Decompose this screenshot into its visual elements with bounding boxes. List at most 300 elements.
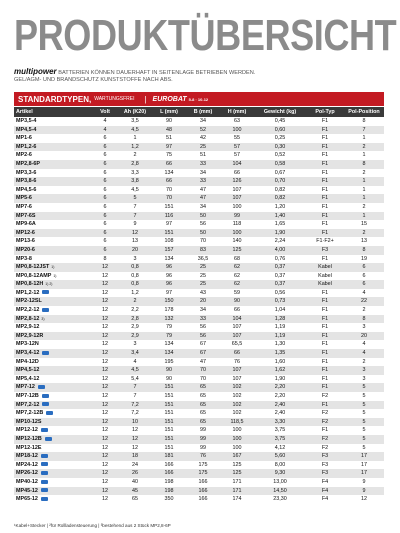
badge-icon: [41, 480, 48, 484]
table-row: [14, 220, 384, 229]
cell-pp: 3: [362, 324, 366, 331]
cell-b: 99: [200, 427, 206, 434]
cell-b: 56: [200, 324, 206, 331]
cell-w: 0,52: [274, 152, 286, 159]
cell-pt: F1: [306, 366, 344, 375]
cell-a: [14, 461, 92, 470]
cell-pp: 22: [344, 297, 384, 306]
cell-b: 20: [186, 297, 220, 306]
badge-icon: [38, 385, 45, 389]
cell-ah: 1,2: [118, 143, 152, 152]
cell-b: 50: [186, 212, 220, 221]
table-row: [14, 280, 384, 289]
cell-h: 68: [234, 255, 240, 262]
cell-h: 107: [220, 366, 254, 375]
cell-pt: F1: [306, 383, 344, 392]
cell-l: 79: [166, 324, 172, 331]
cell-pt: F3: [306, 469, 344, 478]
cell-w: 0,25: [274, 135, 286, 142]
cell-v: 6: [92, 246, 118, 255]
cell-h: 118: [232, 221, 242, 228]
article-name: MP2,8-6P: [16, 160, 40, 167]
table-row: [14, 340, 384, 349]
eurobat-logo: [153, 96, 209, 103]
cell-a: [14, 220, 92, 229]
cell-ah: 4,5: [118, 366, 152, 375]
cell-ah: 9: [133, 221, 137, 228]
cell-v: 12: [92, 349, 118, 358]
table-row: [14, 117, 384, 126]
cell-ah: 12: [118, 435, 152, 444]
cell-l: 151: [164, 427, 174, 434]
cell-b: 42: [200, 135, 206, 142]
cell-a: [14, 358, 92, 367]
cell-pp: 2: [362, 169, 366, 176]
cell-w: 0,37: [274, 272, 286, 279]
cell-v: 12: [102, 496, 108, 503]
cell-v: 12: [102, 358, 108, 365]
cell-pp: 5: [344, 401, 384, 410]
cell-pp: 7: [344, 126, 384, 135]
cell-v: 8: [103, 255, 107, 262]
cell-w: 8,00: [274, 461, 286, 468]
cell-l: 198: [152, 487, 186, 496]
cell-v: 6: [103, 238, 107, 245]
cell-l: 195: [164, 358, 174, 365]
cell-a: [14, 435, 92, 444]
cell-b: 33: [186, 160, 220, 169]
col-header-ah: Ah (K20): [118, 107, 152, 117]
cell-a: [14, 280, 92, 289]
cell-a: [14, 323, 92, 332]
cell-b: 166: [186, 487, 220, 496]
cell-ah: 7: [118, 212, 152, 221]
article-name: MP7-6: [16, 203, 32, 210]
article-name: MP45-12: [16, 487, 38, 494]
cell-l: 48: [152, 126, 186, 135]
cell-b: 33: [186, 315, 220, 324]
table-row: [14, 289, 384, 298]
cell-ah: 20: [118, 246, 152, 255]
cell-v: 4: [92, 126, 118, 135]
cell-pp: 19: [361, 255, 367, 262]
cell-w: 0,45: [274, 118, 286, 124]
cell-b: 34: [200, 118, 206, 124]
cell-w: 1,62: [254, 366, 306, 375]
article-name: MP5,4-12: [16, 375, 40, 382]
cell-a: [14, 366, 92, 375]
cell-h: 100: [232, 427, 242, 434]
cell-a: [14, 203, 92, 212]
cell-ah: 3,5: [131, 118, 139, 124]
cell-w: 2,24: [274, 238, 286, 245]
article-name: MP20-6: [16, 246, 35, 253]
cell-b: 52: [186, 126, 220, 135]
article-name: MP24-12: [16, 461, 38, 468]
section-sublabel: WARTUNGSFREI: [94, 96, 135, 102]
article-name: MP4,5-4: [16, 126, 37, 133]
cell-b: 25: [186, 143, 220, 152]
cell-pt: F1: [306, 349, 344, 358]
cell-pt: F1: [306, 212, 344, 221]
cell-h: 100: [220, 126, 254, 135]
cell-h: 102: [220, 401, 254, 410]
cell-ah: 7: [118, 383, 152, 392]
cell-w: 1,20: [274, 203, 286, 210]
cell-pp: 17: [361, 461, 367, 468]
cell-w: 0,82: [254, 194, 306, 203]
cell-l: 166: [152, 469, 186, 478]
cell-h: 118,5: [220, 418, 254, 427]
cell-pp: 1: [362, 135, 366, 142]
intro-text: [14, 68, 255, 84]
cell-w: 14,50: [254, 487, 306, 496]
cell-pt: F1: [306, 126, 344, 135]
badge-icon: [41, 454, 48, 458]
table-row: [14, 418, 384, 427]
cell-b: 166: [198, 496, 208, 503]
cell-ah: 2,9: [118, 332, 152, 341]
cell-pp: 4: [344, 349, 384, 358]
cell-l: 151: [152, 229, 186, 238]
cell-l: 96: [152, 263, 186, 272]
cell-b: 83: [186, 246, 220, 255]
table-row: [14, 126, 384, 135]
cell-pp: 1: [362, 186, 366, 193]
cell-h: 102: [232, 393, 242, 399]
cell-a: [14, 401, 92, 410]
footnote-marker: 1): [53, 273, 57, 278]
cell-h: 174: [232, 496, 242, 503]
cell-v: 12: [102, 410, 108, 417]
cell-a: [14, 134, 92, 143]
cell-h: 57: [220, 143, 254, 152]
cell-h: 107: [220, 194, 254, 203]
cell-b: 34: [200, 203, 206, 210]
cell-w: 0,73: [254, 297, 306, 306]
cell-h: 171: [220, 487, 254, 496]
cell-a: [14, 383, 92, 392]
cell-a: [14, 332, 92, 341]
eurobat-logo-small: 5-8 · 10-12: [188, 96, 209, 102]
cell-a: [14, 289, 92, 298]
cell-v: 6: [92, 194, 118, 203]
article-name: MP2,2-12: [16, 307, 40, 314]
cell-b: 47: [186, 194, 220, 203]
cell-pp: 2: [362, 358, 366, 365]
cell-v: 6: [92, 143, 118, 152]
cell-v: 12: [102, 341, 108, 348]
cell-v: 12: [92, 452, 118, 461]
table-row: [14, 160, 384, 169]
cell-v: 6: [92, 177, 118, 186]
table-row: [14, 495, 384, 504]
article-name: MP4,5-12: [16, 367, 40, 374]
cell-l: 79: [152, 332, 186, 341]
footnote-marker: 1) 2): [45, 282, 53, 287]
cell-h: 100: [220, 435, 254, 444]
cell-pt: F1: [306, 332, 344, 341]
article-name: MP13-6: [16, 238, 35, 245]
badge-icon: [41, 497, 48, 501]
cell-l: 134: [152, 349, 186, 358]
cell-v: 12: [92, 469, 118, 478]
cell-ah: 0,8: [118, 263, 152, 272]
cell-w: 23,30: [273, 496, 287, 503]
cell-w: 0,37: [254, 280, 306, 289]
cell-w: 2,40: [274, 410, 286, 417]
cell-ah: 4: [133, 358, 137, 365]
cell-h: 66: [220, 349, 254, 358]
cell-b: 34: [200, 307, 206, 314]
cell-l: 90: [166, 118, 172, 124]
cell-h: 100: [232, 444, 242, 451]
cell-ah: 5: [118, 194, 152, 203]
cell-w: 13,00: [273, 478, 287, 485]
cell-w: 1,90: [274, 375, 286, 382]
badge-icon: [42, 308, 49, 312]
article-name: MP12-12E: [16, 444, 42, 451]
cell-l: 96: [166, 272, 172, 279]
cell-pp: 1: [344, 194, 384, 203]
cell-l: 134: [164, 255, 174, 262]
cell-w: 0,30: [254, 143, 306, 152]
table-row: [14, 375, 384, 384]
cell-a: [14, 272, 92, 281]
cell-v: 12: [92, 383, 118, 392]
cell-ah: 3: [133, 255, 137, 262]
article-name: MP12-6: [16, 229, 35, 236]
cell-l: 97: [166, 221, 172, 228]
cell-b: 70: [200, 375, 206, 382]
cell-pp: 4: [362, 289, 366, 296]
article-name: MP1-6: [16, 135, 32, 142]
cell-v: 6: [92, 229, 118, 238]
cell-v: 6: [92, 160, 118, 169]
cell-v: 12: [102, 272, 108, 279]
article-name: MP1,2-12: [16, 289, 40, 296]
cell-h: 62: [234, 272, 240, 279]
cell-b: 166: [198, 478, 208, 485]
article-name: MP65-12: [16, 496, 38, 503]
cell-a: [14, 487, 92, 496]
table-row: [14, 194, 384, 203]
cell-l: 151: [152, 383, 186, 392]
badge-icon: [42, 290, 49, 294]
cell-a: [14, 126, 92, 135]
cell-pp: 2: [344, 143, 384, 152]
cell-w: 0,37: [254, 263, 306, 272]
cell-pp: 8: [344, 160, 384, 169]
cell-l: 151: [164, 410, 174, 417]
cell-pp: 1: [344, 177, 384, 186]
cell-l: 70: [166, 186, 172, 193]
article-name: MP0,8-12AMP: [16, 272, 52, 279]
brand-name: multipower: [14, 67, 57, 76]
cell-b: 65: [200, 393, 206, 399]
article-name: MP7-12: [16, 384, 35, 391]
article-name: MP3,3-6: [16, 169, 37, 176]
cell-w: 1,04: [274, 307, 286, 314]
cell-b: 51: [200, 152, 206, 159]
cell-pp: 6: [362, 272, 366, 279]
cell-w: 1,19: [274, 324, 286, 331]
cell-h: 100: [220, 229, 254, 238]
article-name: MP4,5-6: [16, 186, 37, 193]
table-row: [14, 332, 384, 341]
cell-h: 107: [232, 375, 242, 382]
cell-w: 5,60: [254, 452, 306, 461]
table-row: [14, 409, 384, 418]
badge-icon: [42, 394, 49, 398]
cell-pp: 3: [344, 366, 384, 375]
cell-pt: F3: [321, 461, 329, 468]
cell-v: 12: [92, 418, 118, 427]
cell-ah: 45: [118, 487, 152, 496]
cell-v: 12: [92, 332, 118, 341]
cell-pt: Kabel: [318, 272, 332, 279]
cell-pt: F1: [306, 143, 344, 152]
cell-ah: 12: [132, 444, 138, 451]
cell-h: 102: [232, 410, 242, 417]
cell-v: 12: [92, 280, 118, 289]
cell-h: 104: [220, 315, 254, 324]
table-header-row: [14, 107, 384, 117]
cell-b: 43: [200, 289, 206, 296]
cell-h: 99: [220, 212, 254, 221]
footnote-marker: 3): [41, 316, 45, 321]
cell-v: 6: [92, 212, 118, 221]
cell-b: 25: [186, 263, 220, 272]
cell-pt: F1: [321, 169, 329, 176]
cell-pp: 6: [344, 263, 384, 272]
cell-pp: 5: [362, 393, 366, 399]
cell-pp: 2: [362, 203, 366, 210]
cell-ah: 40: [132, 478, 138, 485]
cell-pp: 13: [361, 238, 367, 245]
cell-w: 1,60: [274, 358, 286, 365]
cell-a: [14, 426, 92, 435]
cell-l: 66: [152, 160, 186, 169]
cell-ah: 18: [118, 452, 152, 461]
cell-v: 6: [103, 135, 107, 142]
cell-a: [14, 212, 92, 221]
cell-v: 6: [103, 152, 107, 159]
cell-pp: 1: [362, 152, 366, 159]
cell-v: 6: [103, 186, 107, 193]
cell-ah: 2: [118, 297, 152, 306]
cell-l: 151: [152, 435, 186, 444]
cell-a: [14, 177, 92, 186]
article-name: MP0,8-12H: [16, 281, 44, 288]
table-row: [14, 237, 384, 246]
table-row: [14, 186, 384, 195]
cell-l: 75: [166, 152, 172, 159]
cell-w: 0,67: [274, 169, 286, 176]
cell-b: 50: [186, 229, 220, 238]
cell-pp: 5: [344, 418, 384, 427]
cell-w: 4,12: [274, 444, 286, 451]
cell-ah: 4,5: [118, 126, 152, 135]
cell-v: 12: [92, 487, 118, 496]
cell-pt: F4: [321, 478, 329, 485]
cell-ah: 0,8: [118, 280, 152, 289]
cell-b: 65: [186, 418, 220, 427]
cell-w: 0,76: [274, 255, 286, 262]
cell-b: 47: [200, 186, 206, 193]
cell-pp: 4: [362, 341, 366, 348]
cell-v: 12: [92, 435, 118, 444]
cell-w: 0,82: [274, 186, 286, 193]
cell-w: 1,90: [254, 229, 306, 238]
table-row: [14, 383, 384, 392]
badge-icon: [42, 351, 49, 355]
col-header-length: L (mm): [152, 107, 186, 117]
cell-pt: F1: [321, 358, 329, 365]
cell-v: 12: [102, 393, 108, 399]
cell-pp: 3: [362, 375, 366, 382]
cell-a: [14, 229, 92, 238]
cell-w: 2,40: [254, 401, 306, 410]
cell-a: [14, 186, 92, 195]
cell-pt: F3: [306, 452, 344, 461]
cell-pt: F1·F2+: [316, 238, 334, 245]
badge-icon: [46, 411, 53, 415]
cell-pt: F1: [321, 186, 329, 193]
cell-pt: F2: [306, 418, 344, 427]
footnote: ¹Kabel+Stecker | ²für Rollladensteuerung | ³bestehend aus 2 Stück MP2,8-6P: [14, 523, 171, 528]
cell-ah: 65: [132, 496, 138, 503]
cell-pt: F1: [321, 375, 329, 382]
cell-h: 107: [220, 332, 254, 341]
cell-b: 65: [186, 401, 220, 410]
cell-pt: F1: [306, 401, 344, 410]
cell-ah: 1: [133, 135, 137, 142]
badge-icon: [42, 402, 49, 406]
cell-pt: F1: [321, 221, 329, 228]
table-row: [14, 392, 384, 401]
cell-pt: F1: [306, 177, 344, 186]
cell-a: [14, 375, 92, 384]
cell-pp: 2: [344, 229, 384, 238]
cell-pp: 5: [362, 427, 366, 434]
article-name: MP3,5-4: [16, 118, 37, 124]
cell-a: [14, 263, 92, 272]
table-row: [14, 461, 384, 470]
cell-a: [14, 151, 92, 160]
table-row: [14, 272, 384, 281]
cell-a: [14, 452, 92, 461]
badge-icon: [41, 462, 48, 466]
cell-pp: 5: [344, 435, 384, 444]
cell-ah: 13: [132, 238, 138, 245]
cell-pp: 17: [344, 452, 384, 461]
cell-h: 55: [234, 135, 240, 142]
cell-pt: F3: [306, 246, 344, 255]
cell-pp: 5: [362, 410, 366, 417]
article-name: MP3,8-6: [16, 178, 37, 185]
table-row: [14, 229, 384, 238]
cell-l: 178: [164, 307, 174, 314]
cell-w: 0,70: [254, 177, 306, 186]
cell-pt: F1: [321, 255, 329, 262]
cell-pt: F1: [306, 229, 344, 238]
cell-pt: F1: [306, 297, 344, 306]
cell-pp: 8: [362, 118, 366, 124]
cell-l: 151: [152, 401, 186, 410]
cell-l: 151: [164, 444, 174, 451]
article-name: MP7-6S: [16, 212, 36, 219]
